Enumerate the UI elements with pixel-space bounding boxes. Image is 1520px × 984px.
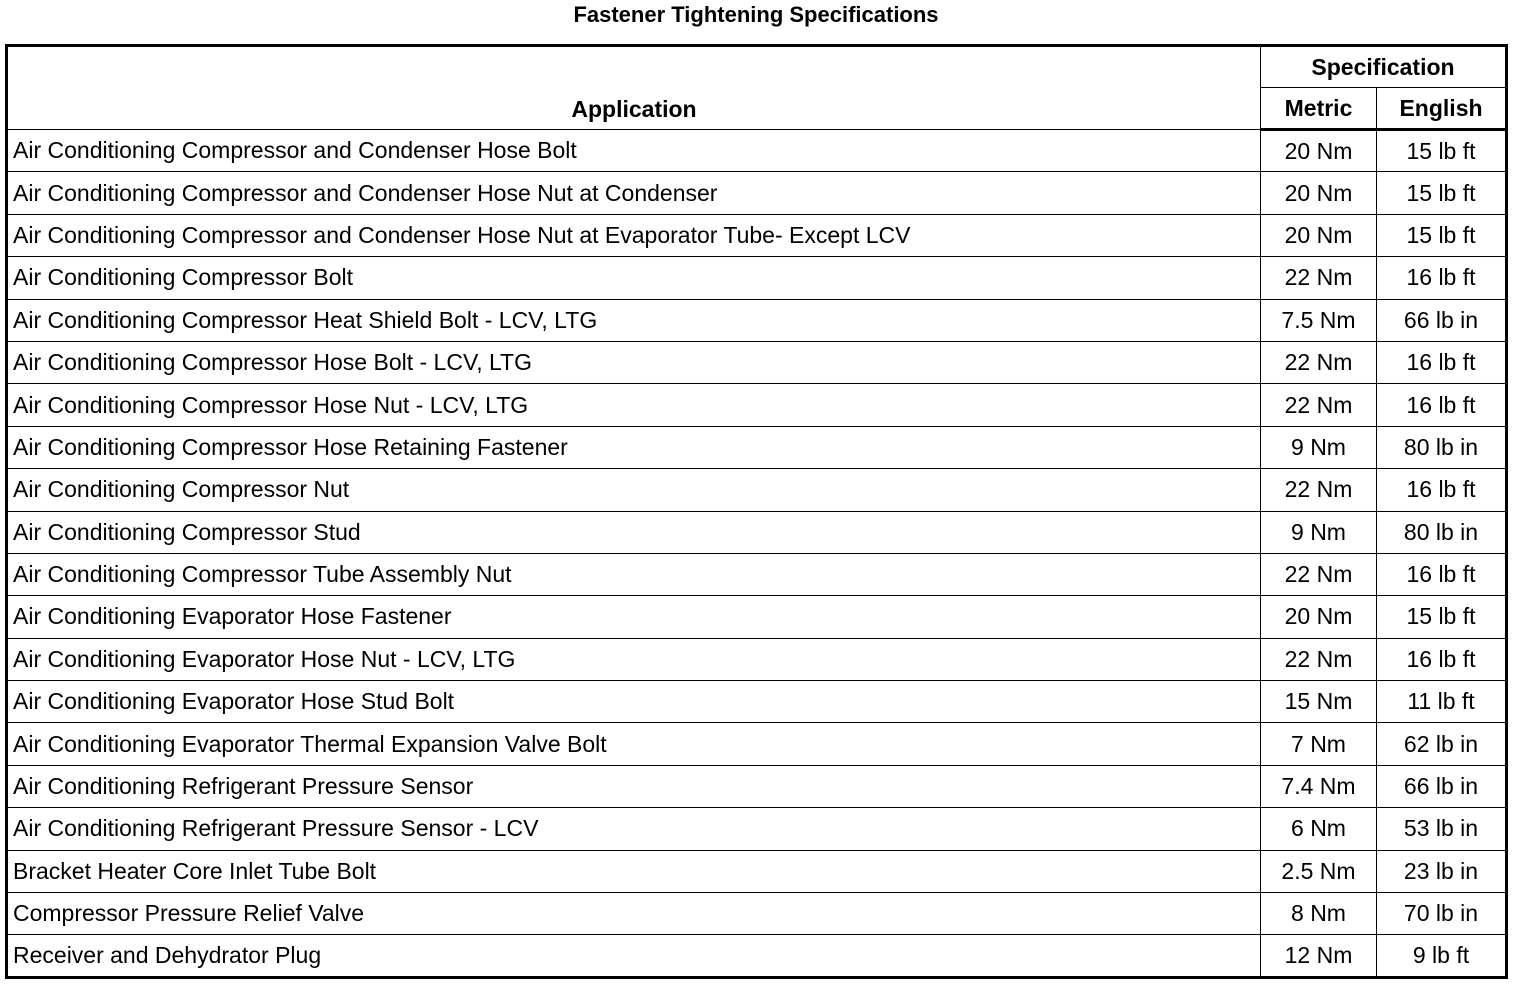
application-cell: Air Conditioning Evaporator Hose Fastener [7, 596, 1261, 638]
table-row [7, 511, 1507, 553]
table-row [7, 850, 1507, 892]
metric-cell: 2.5 Nm [1261, 850, 1377, 892]
metric-cell: 22 Nm [1261, 638, 1377, 680]
metric-cell: 6 Nm [1261, 808, 1377, 850]
english-cell: 16 lb ft [1377, 341, 1507, 383]
english-cell: 16 lb ft [1377, 257, 1507, 299]
metric-cell: 20 Nm [1261, 172, 1377, 214]
application-cell: Air Conditioning Compressor Nut [7, 469, 1261, 511]
metric-cell: 22 Nm [1261, 469, 1377, 511]
table-row [7, 384, 1507, 426]
application-cell: Bracket Heater Core Inlet Tube Bolt [7, 850, 1261, 892]
specification-header: Specification [1261, 46, 1507, 88]
english-cell: 62 lb in [1377, 723, 1507, 765]
english-cell: 53 lb in [1377, 808, 1507, 850]
table-row [7, 426, 1507, 468]
application-cell: Air Conditioning Compressor Tube Assembly Nut [7, 553, 1261, 595]
application-cell: Compressor Pressure Relief Valve [7, 893, 1261, 935]
metric-cell: 22 Nm [1261, 553, 1377, 595]
table-row [7, 469, 1507, 511]
english-cell: 66 lb in [1377, 765, 1507, 807]
english-cell: 80 lb in [1377, 426, 1507, 468]
table-row [7, 765, 1507, 807]
english-cell: 15 lb ft [1377, 214, 1507, 256]
application-cell: Air Conditioning Evaporator Hose Nut - LCV, LTG [7, 638, 1261, 680]
metric-cell: 8 Nm [1261, 893, 1377, 935]
application-header: Application [7, 46, 1261, 130]
english-cell: 80 lb in [1377, 511, 1507, 553]
table-row [7, 935, 1507, 977]
table-row [7, 553, 1507, 595]
application-cell: Air Conditioning Compressor Hose Nut - LCV, LTG [7, 384, 1261, 426]
table-body [7, 130, 1507, 978]
table-row [7, 214, 1507, 256]
metric-cell: 20 Nm [1261, 214, 1377, 256]
application-cell: Air Conditioning Compressor Heat Shield Bolt - LCV, LTG [7, 299, 1261, 341]
english-cell: 16 lb ft [1377, 553, 1507, 595]
metric-cell: 20 Nm [1261, 130, 1377, 172]
metric-header: Metric [1261, 88, 1377, 130]
table-row [7, 893, 1507, 935]
table-row [7, 130, 1507, 172]
metric-cell: 22 Nm [1261, 341, 1377, 383]
table-row [7, 299, 1507, 341]
metric-cell: 7.5 Nm [1261, 299, 1377, 341]
application-cell: Air Conditioning Compressor Bolt [7, 257, 1261, 299]
application-cell: Air Conditioning Compressor Hose Bolt - LCV, LTG [7, 341, 1261, 383]
fastener-spec-table [5, 44, 1508, 979]
application-cell: Air Conditioning Refrigerant Pressure Sensor [7, 765, 1261, 807]
table-header [7, 46, 1507, 130]
english-cell: 70 lb in [1377, 893, 1507, 935]
table-row [7, 172, 1507, 214]
metric-cell: 20 Nm [1261, 596, 1377, 638]
english-cell: 15 lb ft [1377, 130, 1507, 172]
table-row [7, 723, 1507, 765]
table-row [7, 638, 1507, 680]
application-cell: Air Conditioning Refrigerant Pressure Sensor - LCV [7, 808, 1261, 850]
application-cell: Air Conditioning Compressor and Condenser Hose Nut at Evaporator Tube- Except LCV [7, 214, 1261, 256]
english-cell: 16 lb ft [1377, 384, 1507, 426]
table-row [7, 808, 1507, 850]
page-title: Fastener Tightening Specifications [573, 2, 939, 27]
application-cell: Air Conditioning Compressor Hose Retaining Fastener [7, 426, 1261, 468]
table-row [7, 681, 1507, 723]
metric-cell: 9 Nm [1261, 426, 1377, 468]
english-cell: 16 lb ft [1377, 469, 1507, 511]
english-cell: 66 lb in [1377, 299, 1507, 341]
metric-cell: 22 Nm [1261, 257, 1377, 299]
metric-cell: 7.4 Nm [1261, 765, 1377, 807]
metric-cell: 7 Nm [1261, 723, 1377, 765]
table-row [7, 257, 1507, 299]
application-cell: Air Conditioning Compressor and Condenser Hose Nut at Condenser [7, 172, 1261, 214]
english-cell: 11 lb ft [1377, 681, 1507, 723]
english-cell: 23 lb in [1377, 850, 1507, 892]
table-row [7, 596, 1507, 638]
metric-cell: 12 Nm [1261, 935, 1377, 977]
english-cell: 16 lb ft [1377, 638, 1507, 680]
application-cell: Air Conditioning Evaporator Thermal Expansion Valve Bolt [7, 723, 1261, 765]
english-header: English [1377, 88, 1507, 130]
english-cell: 15 lb ft [1377, 172, 1507, 214]
application-cell: Air Conditioning Compressor Stud [7, 511, 1261, 553]
english-cell: 9 lb ft [1377, 935, 1507, 977]
metric-cell: 15 Nm [1261, 681, 1377, 723]
english-cell: 15 lb ft [1377, 596, 1507, 638]
application-cell: Receiver and Dehydrator Plug [7, 935, 1261, 977]
metric-cell: 22 Nm [1261, 384, 1377, 426]
application-cell: Air Conditioning Compressor and Condenser Hose Bolt [7, 130, 1261, 172]
metric-cell: 9 Nm [1261, 511, 1377, 553]
table-row [7, 341, 1507, 383]
application-cell: Air Conditioning Evaporator Hose Stud Bolt [7, 681, 1261, 723]
